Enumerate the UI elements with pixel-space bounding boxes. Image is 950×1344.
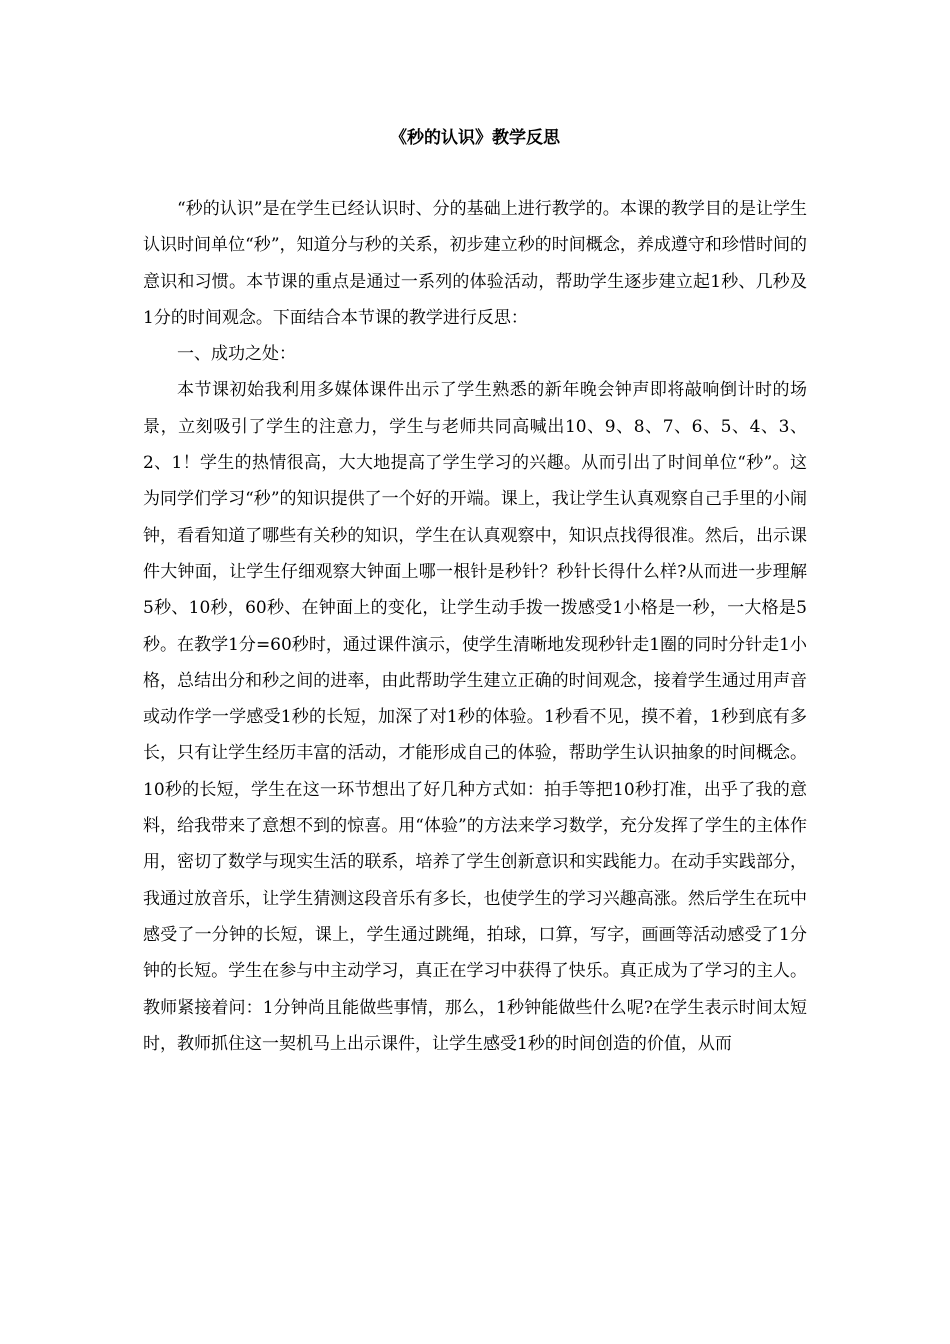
success-paragraph: 本节课初始我利用多媒体课件出示了学生熟悉的新年晚会钟声即将敲响倒计时的场景，立刻吸引了学生的注意力，学生与老师共同高喊出10、9、8、7、6、5、4、3、2、1！学生的热情很高，大大地提高了学生学习的兴趣。从而引出了时间单位“秒”。这为同学们学习“秒”的知识提供了一个好的开端。课上，我让学生认真观察自己手里的小闹钟，看看知道了哪些有关秒的知识，学生在认真观察中，知识点找得很准。然后，出示课件大钟面，让学生仔细观察大钟面上哪一根针是秒针？秒针长得什么样?从而进一步理解5秒、10秒，60秒、在钟面上的变化，让学生动手拨一拨感受1小格是一秒，一大格是5秒。在教学1分=60秒时，通过课件演示，使学生清晰地发现秒针走1圈的同时分针走1小格，总结出分和秒之间的进率，由此帮助学生建立正确的时间观念，接着学生通过用声音或动作学一学感受1秒的长短，加深了对1秒的体验。1秒看不见，摸不着，1秒到底有多长，只有让学生经历丰富的活动，才能形成自己的体验，帮助学生认识抽象的时间概念。10秒的长短，学生在这一环节想出了好几种方式如：拍手等把10秒打准，出乎了我的意料，给我带来了意想不到的惊喜。用“体验”的方法来学习数学，充分发挥了学生的主体作用，密切了数学与现实生活的联系，培养了学生创新意识和实践能力。在动手实践部分，我通过放音乐，让学生猜测这段音乐有多长，也使学生的学习兴趣高涨。然后学生在玩中感受了一分钟的长短，课上，学生通过跳绳，拍球，口算，写字，画画等活动感受了1分钟的长短。学生在参与中主动学习，真正在学习中获得了快乐。真正成为了学习的主人。教师紧接着问：1分钟尚且能做些事情，那么，1秒钟能做些什么呢?在学生表示时间太短时，教师抓住这一契机马上出示课件，让学生感受1秒的时间创造的价值，从而 [143, 380, 807, 1054]
section-heading-success: 一、成功之处： [177, 344, 296, 365]
intro-paragraph: “秒的认识”是在学生已经认识时、分的基础上进行教学的。本课的教学目的是让学生认识时间单位“秒”，知道分与秒的关系，初步建立秒的时间概念，养成遵守和珍惜时间的意识和习惯。本节课的重点是通过一系列的体验活动，帮助学生逐步建立起1秒、几秒及1分的时间观念。下面结合本节课的教学进行反思： [143, 199, 807, 328]
document-title: 《秒的认识》教学反思 [390, 128, 560, 148]
document-body [143, 191, 807, 1062]
